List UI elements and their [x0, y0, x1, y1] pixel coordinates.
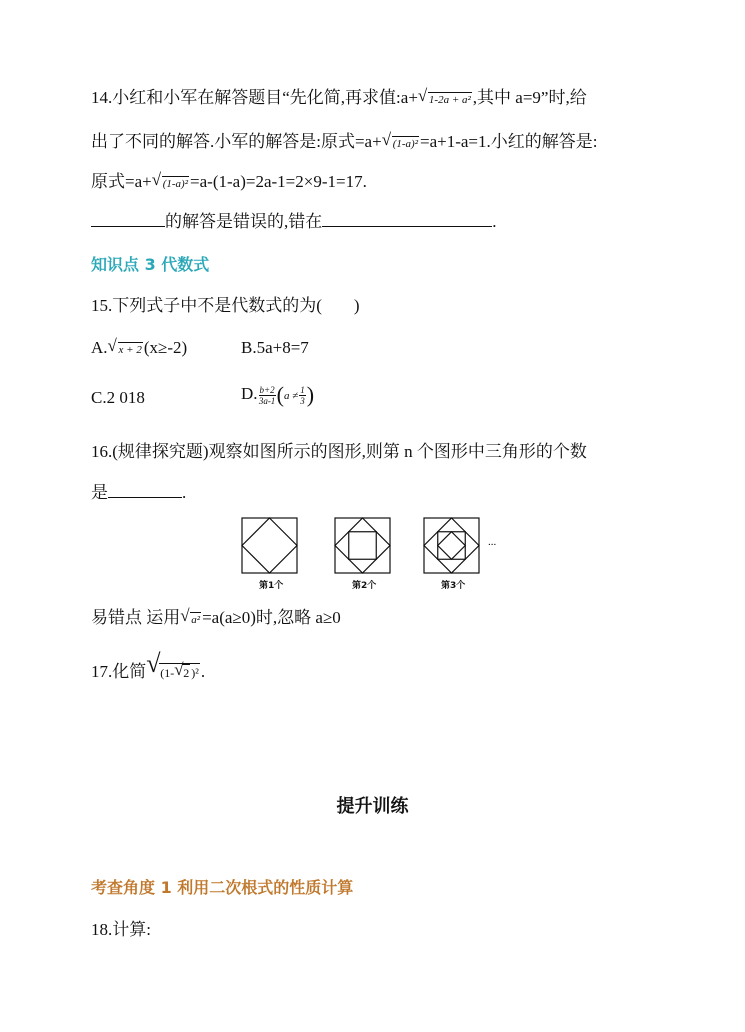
fig3-outer-square [424, 518, 479, 573]
q14-text-2b: =a+1-a=1.小红的解答是: [420, 132, 598, 151]
q17-inner-sqrt [175, 664, 190, 681]
fig3-inner-diamond [438, 532, 466, 560]
q15-option-a-sqrt [109, 336, 143, 360]
fig-ellipsis: ... [488, 536, 497, 548]
q15-option-b: B.5a+8=7 [241, 338, 309, 357]
q14-sqrt-1 [419, 86, 472, 110]
q14-answer-blank-2[interactable] [322, 210, 492, 227]
fig3-inner-square [438, 532, 466, 560]
q17-prefix: 17.化简 [91, 662, 147, 681]
q16-text-2b: . [182, 483, 187, 502]
fig2-outer-square [335, 518, 390, 573]
q14-text-3b: =a-(1-a)=2a-1=2×9-1=17. [190, 172, 367, 191]
q17-suffix: . [200, 662, 206, 681]
angle1-heading: 考查角度 1 利用二次根式的性质计算 [91, 878, 354, 897]
q16-figure [240, 516, 510, 599]
q14-text-3a: 原式=a+ [91, 172, 152, 191]
q15-option-d-fraction [259, 385, 276, 406]
pitfall-text: =a(a≥0)时,忽略 a≥0 [202, 608, 341, 627]
q17-radicand-a: (1- [160, 666, 175, 680]
improve-title: 提升训练 [336, 796, 409, 817]
fig3-caption: 第3个 [441, 581, 466, 591]
q14-answer-blank-1[interactable] [91, 210, 165, 227]
q15-option-a-radicand: x + 2 [118, 344, 142, 356]
q17-stem [91, 660, 205, 684]
q14-line4 [91, 210, 497, 234]
q15-option-d-condition: a ≠ [283, 390, 299, 402]
q15-option-d-cond-numerator: 1 [300, 384, 305, 395]
q15-option-d [241, 382, 314, 408]
q17-sqrt [147, 660, 200, 684]
q16-line2 [91, 481, 186, 505]
q15-option-d-denominator: 3a-1 [258, 395, 276, 406]
q14-line2 [91, 130, 598, 154]
fig3-diamond [424, 518, 479, 573]
q15-option-d-numerator: b+2 [259, 384, 275, 395]
section-heading-3: 知识点 3 代数式 [91, 255, 210, 274]
q15-option-d-paren-open: ( [276, 382, 284, 408]
fig2-caption: 第2个 [352, 581, 377, 591]
pitfall-sqrt [181, 606, 201, 630]
fig1-caption: 第1个 [259, 581, 284, 591]
q15-option-d-cond-denominator: 3 [300, 395, 305, 406]
q14-text-4b: . [492, 212, 497, 231]
fig2-diamond [335, 518, 390, 573]
q14-text-2a: 出了不同的解答.小军的解答是:原式=a+ [91, 132, 382, 151]
fig1-outer-square [242, 518, 297, 573]
q14-radicand-3: (1-a)² [162, 178, 189, 190]
q15-stem [91, 294, 360, 318]
q16-text-2a: 是 [91, 483, 108, 502]
q14-line1 [91, 86, 587, 110]
q17-radicand-b: )² [191, 666, 199, 680]
q14-sqrt-3 [153, 170, 189, 194]
q17-radicand [159, 663, 200, 681]
q15-option-a-label: A. [91, 338, 108, 357]
q17-inner-radicand: 2 [183, 666, 190, 680]
q15-option-c: C.2 018 [91, 388, 145, 407]
q14-sqrt-2 [383, 130, 419, 154]
q14-text-1a: 14.小红和小军在解答题目“先化简,再求值:a+ [91, 88, 418, 107]
q15-option-d-cond-fraction [299, 385, 306, 406]
q16-answer-blank[interactable] [108, 481, 182, 498]
fig1-diamond [242, 518, 297, 573]
q14-radicand-2: (1-a)² [392, 138, 418, 150]
pitfall-radicand: a² [191, 614, 201, 626]
q18-stem: 18.计算: [91, 920, 151, 939]
q15-option-d-label: D. [241, 384, 258, 403]
pitfall-label: 易错点 运用 [91, 608, 181, 627]
q15-option-d-paren-close: ) [306, 382, 315, 408]
pitfall-note [91, 606, 341, 630]
q14-line3 [91, 170, 367, 194]
q15-options-row2 [91, 382, 315, 410]
q15-stem-text: 15.下列式子中不是代数式的为( [91, 296, 322, 315]
q16-line1: 16.(规律探究题)观察如图所示的图形,则第 n 个图形中三角形的个数 [91, 442, 587, 461]
q14-text-4a: 的解答是错误的,错在 [165, 212, 323, 231]
q15-stem-close: ) [353, 296, 360, 315]
q15-option-a-condition: (x≥-2) [143, 338, 188, 357]
fig2-inner-square [349, 532, 377, 560]
q14-radicand-1: 1-2a + a² [428, 94, 471, 106]
q15-options-row1 [91, 336, 309, 360]
q14-text-1b: ,其中 a=9”时,给 [472, 88, 587, 107]
